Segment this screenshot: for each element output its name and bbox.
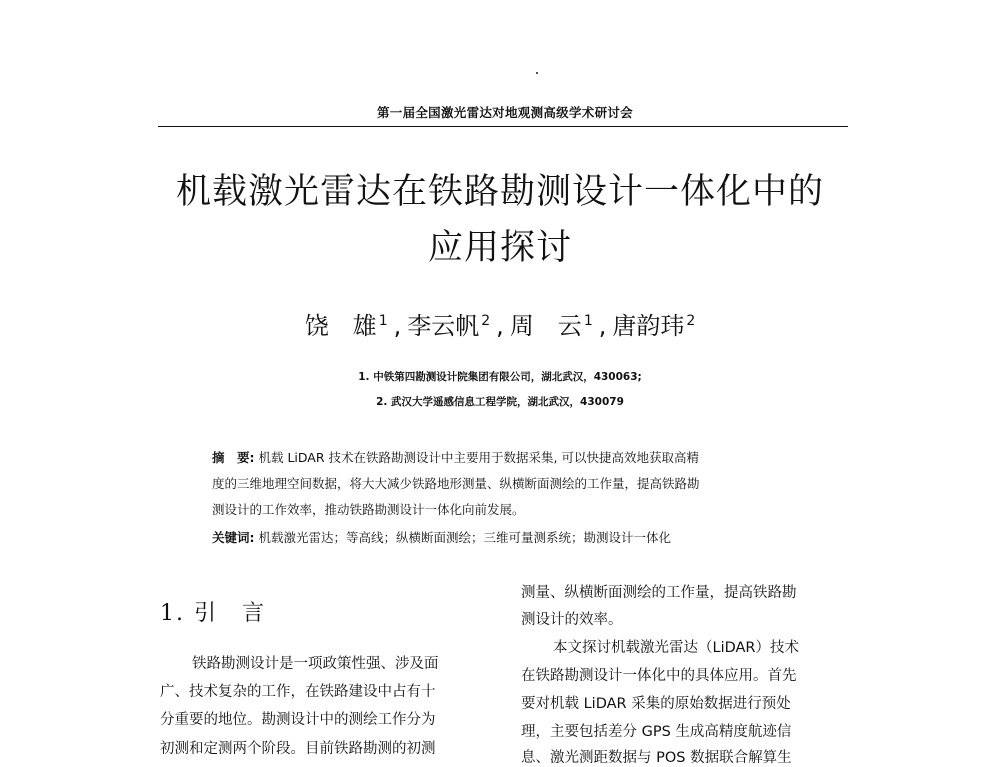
paper-title-line-2: 应用探讨 <box>427 228 572 268</box>
abstract-line: 测设计的工作效率，推动铁路勘测设计一体化向前发展。 <box>212 502 525 517</box>
author-name: 饶 雄 <box>304 312 377 340</box>
author-separator: , <box>496 312 504 340</box>
author-separator: , <box>598 312 607 340</box>
affiliation-1: 1. 中铁第四勘测设计院集团有限公司，湖北武汉，430063; <box>358 371 642 383</box>
scan-speck <box>536 72 538 74</box>
author-separator: , <box>393 312 402 340</box>
author-name: 周 云 <box>509 312 582 340</box>
body-text-line: 铁路勘测设计是一项政策性强、涉及面 <box>192 656 439 672</box>
body-text-line: 分重要的地位。勘测设计中的测绘工作分为 <box>160 712 436 728</box>
body-text-line: 广、技术复杂的工作，在铁路建设中占有十 <box>160 684 436 700</box>
abstract-label: 摘 要: <box>212 450 255 465</box>
paper-title-line-1: 机载激光雷达在铁路勘测设计一体化中的 <box>175 172 824 212</box>
author-name: 李云帆 <box>407 312 480 340</box>
author-list <box>160 306 840 341</box>
author-affiliation-mark: 1 <box>378 313 388 329</box>
header-rule <box>158 126 848 127</box>
body-text-line: 理，主要包括差分 GPS 生成高精度航迹信 <box>521 724 792 740</box>
body-text-line: 初测和定测两个阶段。目前铁路勘测的初测 <box>160 741 436 757</box>
author-name: 唐韵玮 <box>612 312 685 340</box>
body-text-line: 测量、纵横断面测绘的工作量，提高铁路勘 <box>521 585 797 601</box>
body-text-line: 要对机载 LiDAR 采集的原始数据进行预处 <box>521 696 791 712</box>
section-heading: 1. 引 言 <box>160 601 266 626</box>
abstract-line: 度的三维地理空间数据，将大大减少铁路地形测量、纵横断面测绘的工作量，提高铁路勘 <box>212 476 700 491</box>
abstract-line <box>212 448 699 466</box>
keywords-line <box>212 528 671 546</box>
body-text-line: 本文探讨机载激光雷达（LiDAR）技术 <box>553 640 800 656</box>
body-text-line: 测设计的效率。 <box>521 612 623 628</box>
body-text-line: 在铁路勘测设计一体化中的具体应用。首先 <box>521 668 797 684</box>
abstract-text: 机载 LiDAR 技术在铁路勘测设计中主要用于数据采集, 可以快捷高效地获取高精 <box>258 450 699 465</box>
body-text-line: 息、激光测距数据与 POS 数据联合解算生 <box>521 750 792 766</box>
affiliation-2: 2. 武汉大学遥感信息工程学院，湖北武汉，430079 <box>376 396 624 408</box>
author-affiliation-mark: 2 <box>481 313 491 329</box>
running-header: 第一届全国激光雷达对地观测高级学术研讨会 <box>376 105 633 120</box>
keywords-label: 关键词: <box>212 530 255 545</box>
author-affiliation-mark: 1 <box>583 313 593 329</box>
keywords-text: 机载激光雷达；等高线；纵横断面测绘；三维可量测系统；勘测设计一体化 <box>258 530 671 545</box>
author-affiliation-mark: 2 <box>686 313 696 329</box>
